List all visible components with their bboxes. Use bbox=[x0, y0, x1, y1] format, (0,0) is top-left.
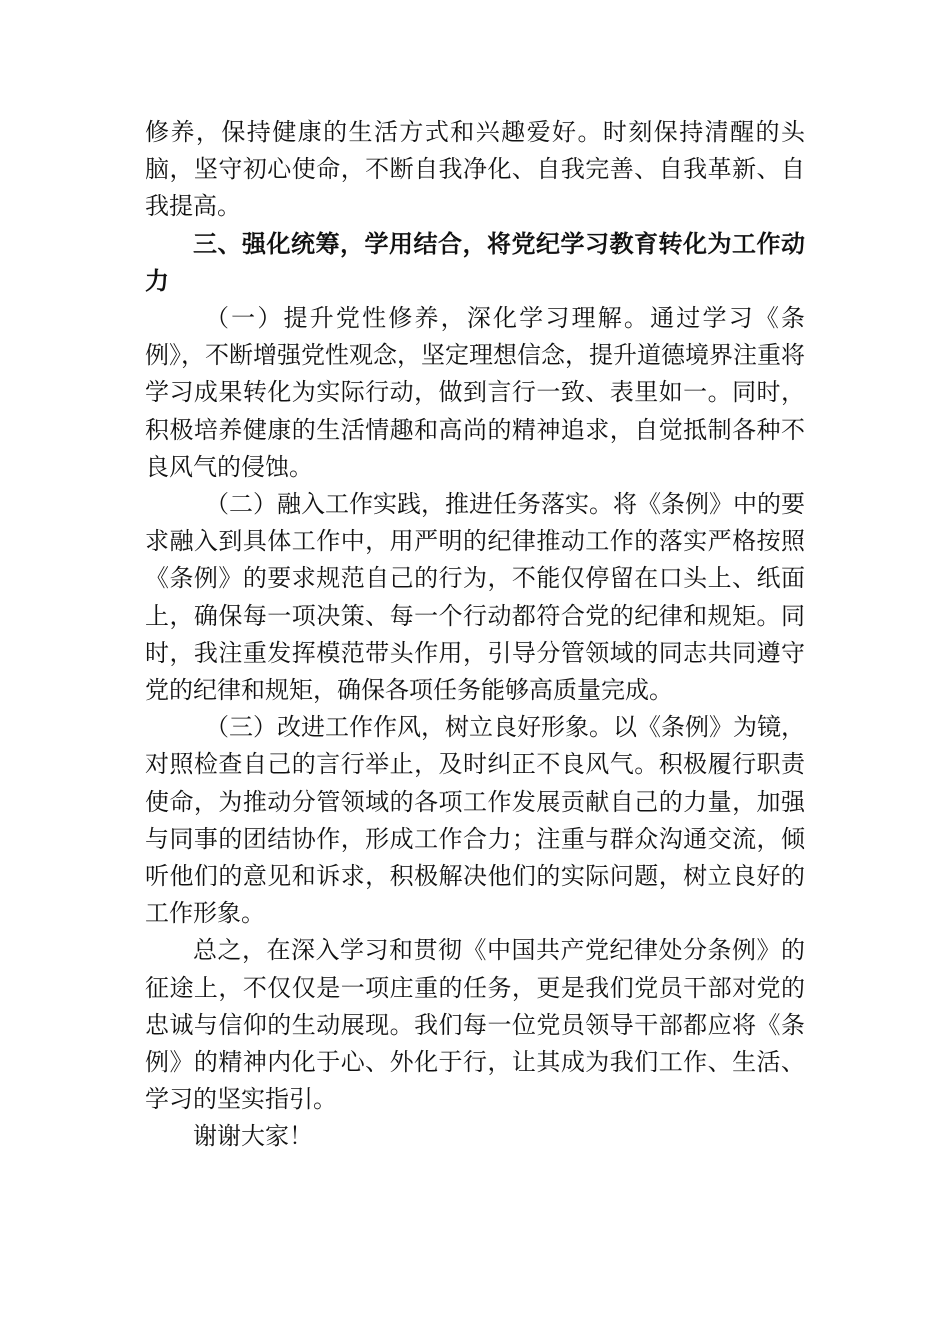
section-heading: 三、强化统筹，学用结合，将党纪学习教育转化为工作动力 bbox=[145, 229, 805, 295]
continuation-paragraph: 修养，保持健康的生活方式和兴趣爱好。时刻保持清醒的头脑，坚守初心使命，不断自我净化、自我完善、自我革新、自我提高。 bbox=[145, 118, 805, 221]
paragraph-item-1: （一）提升党性修养，深化学习理解。通过学习《条例》，不断增强党性观念，坚定理想信念，提升道德境界注重将学习成果转化为实际行动，做到言行一致、表里如一。同时，积极培养健康的生活情趣和高尚的精神追求，自觉抵制各种不良风气的侵蚀。 bbox=[145, 304, 805, 481]
document-page bbox=[145, 114, 805, 1156]
conclusion-paragraph: 总之，在深入学习和贯彻《中国共产党纪律处分条例》的征途上，不仅仅是一项庄重的任务，更是我们党员干部对党的忠诚与信仰的生动展现。我们每一位党员领导干部都应将《条例》的精神内化于心、外化于行，让其成为我们工作、生活、学习的坚实指引。 bbox=[145, 936, 805, 1114]
paragraph-item-2: （二）融入工作实践，推进任务落实。将《条例》中的要求融入到具体工作中，用严明的纪律推动工作的落实严格按照《条例》的要求规范自己的行为，不能仅停留在口头上、纸面上，确保每一项决策、每一个行动都符合党的纪律和规矩。同时，我注重发挥模范带头作用，引导分管领域的同志共同遵守党的纪律和规矩，确保各项任务能够高质量完成。 bbox=[145, 490, 805, 705]
thanks-line: 谢谢大家！ bbox=[193, 1122, 313, 1151]
paragraph-item-3: （三）改进工作作风，树立良好形象。以《条例》为镜，对照检查自己的言行举止，及时纠正不良风气。积极履行职责使命，为推动分管领域的各项工作发展贡献自己的力量，加强与同事的团结协作，形成工作合力；注重与群众沟通交流，倾听他们的意见和诉求，积极解决他们的实际问题，树立良好的工作形象。 bbox=[145, 713, 805, 928]
